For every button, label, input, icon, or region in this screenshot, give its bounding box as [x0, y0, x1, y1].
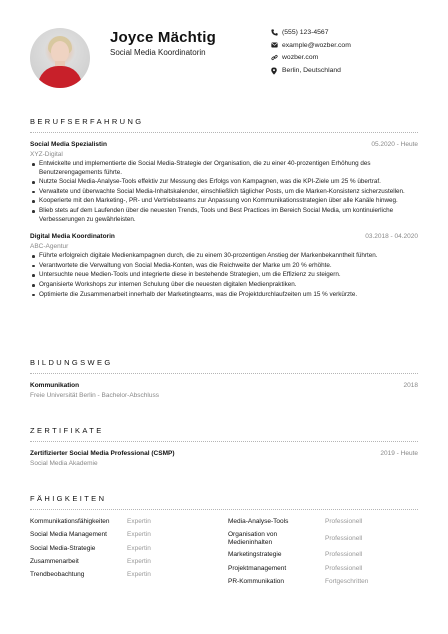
- certificate-date: 2019 - Heute: [380, 450, 418, 457]
- skill-name: Kommunikationsfähigkeiten: [30, 518, 110, 525]
- bullet-item: Optimierte die Zusammenarbeit innerhalb der Marketingteams, was die Projektdurchlaufzeiten um 15 % verkürzte.: [30, 291, 418, 300]
- job-title: Social Media Spezialistin: [30, 141, 107, 148]
- skill-level: Professionell: [325, 518, 363, 525]
- bullet-item: Organisierte Workshops zur internen Schulung über die neuesten digitalen Medienpraktiken.: [30, 281, 418, 290]
- skills-section: [30, 494, 418, 608]
- certificate-title: Zertifizierter Social Media Professional (CSMP): [30, 450, 175, 457]
- job-bullets: [30, 252, 418, 299]
- skill-name: Social Media Management: [30, 531, 107, 539]
- bullet-item: Entwickelte und implementierte die Social Media-Strategie der Organisation, die zu einer 40-prozentigen Erhöhung des Benutzerengagements führte.: [30, 160, 418, 177]
- education-section: [30, 358, 418, 400]
- skill-name: Zusammenarbeit: [30, 557, 79, 565]
- skill-level: Expertin: [127, 531, 151, 539]
- skill-level: Professionell: [325, 551, 363, 559]
- bullet-item: Führte erfolgreich digitale Medienkampagnen durch, die zu einem 30-prozentigen Anstieg der Markenbekanntheit führten.: [30, 252, 418, 261]
- skill-name: Organisation von Medieninhalten: [228, 531, 278, 547]
- avatar: [30, 28, 90, 88]
- location-pin-icon: [270, 67, 278, 75]
- contact-list: [270, 29, 430, 79]
- contact-location: Berlin, Deutschland: [270, 67, 430, 80]
- skill-item: [30, 518, 220, 531]
- skill-name: Trendbeobachtung: [30, 571, 85, 579]
- skill-name: Media-Analyse-Tools: [228, 518, 289, 525]
- skill-item: [30, 571, 220, 584]
- section-title-education: BILDUNGSWEG: [30, 358, 418, 374]
- skill-level: Professionell: [325, 564, 363, 572]
- job-bullets: [30, 160, 418, 224]
- bullet-item: Verantwortete die Verwaltung von Social Media-Konten, was die Reichweite der Marke um 20 % erhöhte.: [30, 262, 418, 271]
- skill-level: Professionell: [325, 535, 363, 543]
- skill-item: [30, 531, 220, 544]
- link-icon: [270, 54, 278, 62]
- skills-column-left: [30, 518, 220, 584]
- skill-name: Marketingstrategie: [228, 551, 282, 559]
- contact-phone: (555) 123-4567: [270, 29, 430, 42]
- certificate-issuer: Social Media Akademie: [30, 460, 98, 467]
- bullet-item: Verwaltete und überwachte Social Media-Inhaltskalender, einschließlich täglicher Posts, um die Marken-Konsistenz sicherzustellen.: [30, 188, 418, 197]
- contact-website[interactable]: wozber.com: [270, 54, 430, 67]
- section-title-experience: BERUFSERFAHRUNG: [30, 117, 418, 133]
- contact-email[interactable]: example@wozber.com: [270, 42, 430, 55]
- education-date: 2018: [403, 382, 418, 389]
- skill-item: [228, 518, 418, 531]
- bullet-item: Untersuchte neue Medien-Tools und integrierte diese in bestehende Strategien, um die Effizienz zu steigern.: [30, 271, 418, 280]
- phone-icon: [270, 29, 278, 37]
- mail-icon: [270, 42, 278, 50]
- education-entry: [30, 382, 418, 400]
- job-entry: [30, 141, 418, 224]
- skill-item: [228, 578, 418, 591]
- job-company: ABC-Agentur: [30, 243, 69, 251]
- skill-level: Expertin: [127, 544, 151, 552]
- candidate-name: Joyce Mächtig: [110, 29, 216, 46]
- job-entry: [30, 233, 418, 299]
- skill-item: [30, 558, 220, 571]
- skill-level: Expertin: [127, 518, 151, 525]
- skill-item: [30, 545, 220, 558]
- section-title-skills: FÄHIGKEITEN: [30, 494, 418, 510]
- skill-name: PR-Kommunikation: [228, 577, 284, 585]
- skill-name: Social Media-Strategie: [30, 544, 96, 552]
- skills-grid: [30, 518, 418, 608]
- skill-name: Projektmanagement: [228, 564, 287, 572]
- experience-section: [30, 117, 418, 300]
- resume-header: [30, 26, 430, 90]
- job-company: XYZ-Digital: [30, 151, 63, 158]
- bullet-item: Blieb stets auf dem Laufenden über die neuesten Trends, Tools und Best Practices im Bereich Social Media, um kontinuierliche Verbesserungen zu gewährleisten.: [30, 207, 418, 224]
- skill-item: [228, 531, 418, 551]
- candidate-title: Social Media Koordinatorin: [110, 48, 206, 57]
- certificate-entry: [30, 450, 418, 468]
- skill-level: Expertin: [127, 557, 151, 565]
- skill-item: [228, 551, 418, 564]
- education-title: Kommunikation: [30, 382, 80, 389]
- job-date: 03.2018 - 04.2020: [365, 233, 418, 241]
- job-title: Digital Media Koordinatorin: [30, 233, 115, 241]
- education-subtitle: Freie Universität Berlin - Bachelor-Abschluss: [30, 392, 159, 399]
- bullet-item: Nutzte Social Media-Analyse-Tools effektiv zur Messung des Erfolgs von Kampagnen, was die KPI-Ziele um 25 % übertraf.: [30, 178, 418, 187]
- skill-item: [228, 565, 418, 578]
- certificates-section: [30, 426, 418, 468]
- skill-level: Fortgeschritten: [325, 577, 369, 585]
- section-title-certificates: ZERTIFIKATE: [30, 426, 418, 442]
- skills-column-right: [228, 518, 418, 591]
- skill-level: Expertin: [127, 571, 151, 579]
- job-date: 05.2020 - Heute: [371, 141, 418, 148]
- bullet-item: Kooperierte mit den Marketing-, PR- und Vertriebsteams zur Anpassung von Kommunikationsstrategien über alle Kanäle hinweg.: [30, 197, 418, 206]
